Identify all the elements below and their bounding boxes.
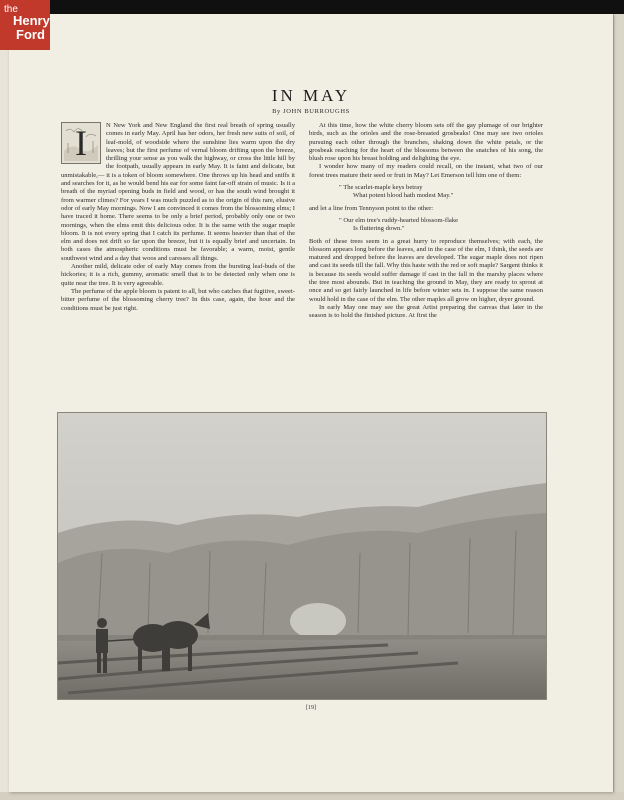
paragraph-5: I wonder how many of my readers could recall, on the instant, what two of our forest trees mature their seed or fruit in May? Let Emerson tell him one of them: [309,163,543,179]
paragraph-2: Another mild, delicate odor of early May comes from the bursting leaf-buds of the hickories; it is a rich, gummy, aromatic smell that is to be detected only when one is quite near the tree. It is very agreeable. [61,263,295,287]
paragraph-3: The perfume of the apple bloom is patent to all, but who catches that fugitive, sweet-bitter perfume of the blossoming cherry tree? In this case, again, the hour and the conditions must be just right. [61,287,295,312]
page-number: [19] [306,705,316,711]
paragraph-1: N New York and New England the first real breath of spring usually comes in early May. April has her odors, her fresh new suits of soil, of leaf-mold, of woodside where the sunshine lies warm upon the dry leaves; but the first perfume of vernal bloom drifting upon the breeze, thrilling your sense as you walk the highway, or cross the little hill by the footpath, usually appears in early May. It is faint and delicate, but unmistakable,— it is a token of bloom somewhere. One throws up his head and sniffs it and searches for it, as he would bend his ear for some faint far-off strain of music. Is it a breath of the myriad opening buds in field and wood, or has the south wind brought it from warmer climes? For years I was much puzzled as to the origin of this rare, elusive odor of early May mornings. Now I am convinced it comes from the blossoming elms; I have traced it home. There seems to be only a brief period, probably only one or two mornings, when the elms emit this delicious odor. It is the same with the sugar maple bloom. It is not every spring that I catch its perfume. It seems heavier than that of the elm and does not drift so far upon the breeze, but it is equally brief and uncertain. In both cases the atmospheric conditions must be favorable; a warm, moist, gentle southwest wind and a day that woos and caresses all things. [61,122,295,262]
photo-illustration [58,413,546,699]
article-byline: By JOHN BURROUGHS [272,108,350,115]
verse-line: Is fluttering down." [353,225,405,233]
verse-line: " The scarlet-maple keys betray [339,184,423,192]
right-text-column [309,122,543,412]
henry-ford-logo [0,0,50,50]
verse-line: What potent blood hath modest May." [353,192,454,200]
dropcap-letter: I [75,123,87,163]
article-title: IN MAY [271,86,351,105]
logo-text-the: the [4,4,18,15]
decorated-initial [61,122,101,164]
top-border-band [0,0,624,14]
plowing-field-photograph [57,412,547,700]
verse-line: " Our elm tree's ruddy-hearted blossom-flake [339,216,459,224]
paragraph-6: and let a line from Tennyson point to the other: [309,204,434,212]
page-edge-right [613,14,624,800]
paragraph-7: Both of these trees seem in a great hurry to reproduce themselves; with each, the blossom appears long before the leaves, and in the case of the elm, I think, the seeds are matured and dropped before the leaves are developed. The sugar maple does not ripen and cast its seeds till the fall. Why this haste with the red or soft maple? Sargent thinks it is because its seeds would suffer damage if cast in the fall in the marshy places where the tree most abounds. But in teaching the ground in May, they are ready to sprout at once and so get fairly launched in life before winter sets in. I suppose the same reason would hold in the case of the elm. The other maples all grow on higher, dryer ground. [309,237,543,303]
magazine-page [9,14,613,792]
emerson-verse [339,184,543,201]
left-text-column [61,122,295,412]
paragraph-8: In early May one may see the great Artist preparing the canvas that later in the season is to hold the finished picture. At first the [309,303,543,320]
page-edge-bottom [0,792,624,800]
tennyson-verse [339,217,543,234]
logo-text-henry: Henry [13,13,50,28]
logo-text-ford: Ford [16,27,45,42]
paragraph-4: At this time, how the white cherry bloom sets off the gay plumage of our brighter birds, such as the orioles and the rose-breasted grosbeaks! One may see two orioles pursuing each other through the branches, shaking down the white petals, or the grosbeak reaching for the heart of the blossoms between the snatches of his song, the blush rose upon his breast holding and delighting the eye. [309,122,543,163]
